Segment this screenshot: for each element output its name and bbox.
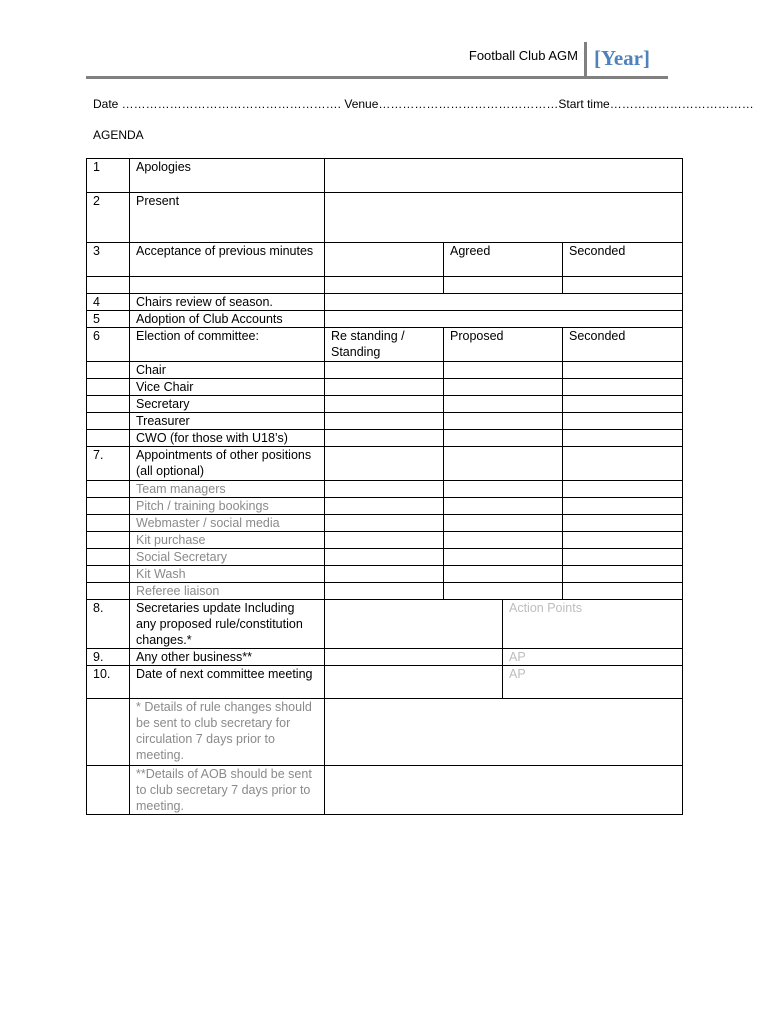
empty-cell [87, 532, 130, 549]
empty-cell [87, 379, 130, 396]
empty-cell [87, 699, 130, 766]
item-title: Secretaries update Including any proposed rule/constitution changes.* [130, 600, 325, 649]
entry-cell[interactable] [563, 498, 683, 515]
notes-cell[interactable] [325, 666, 503, 699]
header-divider [584, 42, 587, 77]
table-row [87, 430, 683, 447]
footnote-aob: **Details of AOB should be sent to club secretary 7 days prior to meeting. [130, 766, 325, 815]
standing-header: Re standing / Standing [325, 328, 444, 362]
table-row [87, 532, 683, 549]
action-points-cell[interactable]: Action Points [503, 600, 683, 649]
entry-cell[interactable] [325, 413, 444, 430]
notes-cell[interactable] [325, 766, 683, 815]
empty-cell [87, 430, 130, 447]
entry-cell[interactable] [325, 583, 444, 600]
table-row [87, 447, 683, 481]
table-row [87, 666, 683, 699]
item-number: 6 [87, 328, 130, 362]
table-row [87, 481, 683, 498]
item-title: Chairs review of season. [130, 294, 325, 311]
entry-cell[interactable] [563, 413, 683, 430]
optional-role: Team managers [130, 481, 325, 498]
notes-cell[interactable] [325, 193, 683, 243]
item-title: Present [130, 193, 325, 243]
table-row [87, 600, 683, 649]
item-number: 4 [87, 294, 130, 311]
action-points-cell[interactable]: AP [503, 666, 683, 699]
empty-cell[interactable] [130, 277, 325, 294]
entry-cell[interactable] [563, 532, 683, 549]
optional-role: Kit purchase [130, 532, 325, 549]
entry-cell[interactable] [444, 498, 563, 515]
entry-cell[interactable] [563, 430, 683, 447]
table-row [87, 311, 683, 328]
table-row [87, 396, 683, 413]
table-row [87, 193, 683, 243]
optional-role: Webmaster / social media [130, 515, 325, 532]
entry-cell[interactable] [563, 583, 683, 600]
entry-cell[interactable] [325, 549, 444, 566]
table-row [87, 379, 683, 396]
empty-cell [87, 481, 130, 498]
entry-cell[interactable] [444, 379, 563, 396]
entry-cell[interactable] [563, 277, 683, 294]
entry-cell[interactable] [563, 549, 683, 566]
item-number: 1 [87, 159, 130, 193]
item-title: Election of committee: [130, 328, 325, 362]
header-year[interactable]: [Year] [594, 46, 650, 70]
committee-role: Secretary [130, 396, 325, 413]
optional-role: Pitch / training bookings [130, 498, 325, 515]
item-title: Acceptance of previous minutes [130, 243, 325, 277]
notes-cell[interactable] [325, 311, 683, 328]
optional-role: Referee liaison [130, 583, 325, 600]
notes-cell[interactable] [325, 294, 683, 311]
empty-cell [87, 549, 130, 566]
table-row [87, 243, 683, 277]
entry-cell[interactable] [444, 583, 563, 600]
entry-cell[interactable] [563, 362, 683, 379]
entry-cell[interactable] [325, 566, 444, 583]
entry-cell[interactable] [325, 396, 444, 413]
empty-cell [87, 413, 130, 430]
table-row [87, 362, 683, 379]
notes-cell[interactable] [325, 649, 503, 666]
seconded-header: Seconded [563, 243, 683, 277]
committee-role: Vice Chair [130, 379, 325, 396]
entry-cell[interactable] [444, 447, 563, 481]
action-points-cell[interactable]: AP [503, 649, 683, 666]
optional-role: Kit Wash [130, 566, 325, 583]
table-row [87, 328, 683, 362]
header-rule [86, 76, 668, 79]
item-number: 10. [87, 666, 130, 699]
entry-cell[interactable] [325, 379, 444, 396]
entry-cell[interactable] [444, 549, 563, 566]
table-row [87, 498, 683, 515]
item-number: 3 [87, 243, 130, 277]
item-title: Any other business** [130, 649, 325, 666]
entry-cell[interactable] [325, 447, 444, 481]
empty-cell [87, 583, 130, 600]
entry-cell[interactable] [444, 413, 563, 430]
entry-cell[interactable] [444, 430, 563, 447]
entry-cell[interactable] [444, 532, 563, 549]
table-row [87, 566, 683, 583]
entry-cell[interactable] [444, 481, 563, 498]
entry-cell[interactable] [563, 566, 683, 583]
entry-cell[interactable] [563, 379, 683, 396]
entry-cell[interactable] [325, 498, 444, 515]
entry-cell[interactable] [444, 515, 563, 532]
entry-cell[interactable] [563, 481, 683, 498]
item-title: Adoption of Club Accounts [130, 311, 325, 328]
table-row [87, 413, 683, 430]
entry-cell[interactable] [563, 515, 683, 532]
table-row [87, 699, 683, 766]
empty-cell [87, 566, 130, 583]
table-row [87, 277, 683, 294]
agreed-header: Agreed [444, 243, 563, 277]
header-title: Football Club AGM [468, 48, 578, 63]
entry-cell[interactable] [444, 277, 563, 294]
entry-cell[interactable] [325, 481, 444, 498]
entry-cell[interactable] [444, 396, 563, 413]
committee-role: CWO (for those with U18’s) [130, 430, 325, 447]
table-row [87, 549, 683, 566]
empty-cell [87, 277, 130, 294]
empty-cell [87, 498, 130, 515]
entry-cell[interactable] [563, 447, 683, 481]
empty-cell [87, 515, 130, 532]
committee-role: Treasurer [130, 413, 325, 430]
table-row [87, 515, 683, 532]
committee-role: Chair [130, 362, 325, 379]
item-number: 7. [87, 447, 130, 481]
table-row [87, 766, 683, 815]
item-number: 2 [87, 193, 130, 243]
table-row [87, 159, 683, 193]
item-title: Appointments of other positions (all optional) [130, 447, 325, 481]
date-venue-line[interactable]: Date ………………………………………………. Venue………………………………………Start time……………………………… [93, 97, 754, 111]
notes-cell[interactable] [325, 600, 503, 649]
document-header [86, 40, 668, 80]
empty-cell [87, 362, 130, 379]
footnote-rule-changes: * Details of rule changes should be sent to club secretary for circulation 7 days prior to meeting. [130, 699, 325, 766]
empty-cell [87, 396, 130, 413]
agenda-label: AGENDA [93, 128, 144, 142]
table-row [87, 649, 683, 666]
item-title: Apologies [130, 159, 325, 193]
seconded-header: Seconded [563, 328, 683, 362]
entry-cell[interactable] [444, 362, 563, 379]
proposed-header: Proposed [444, 328, 563, 362]
entry-cell[interactable] [325, 362, 444, 379]
item-number: 8. [87, 600, 130, 649]
entry-cell[interactable] [325, 430, 444, 447]
table-row [87, 583, 683, 600]
entry-cell[interactable] [325, 515, 444, 532]
notes-cell[interactable] [325, 159, 683, 193]
optional-role: Social Secretary [130, 549, 325, 566]
entry-cell[interactable] [444, 566, 563, 583]
item-number: 5 [87, 311, 130, 328]
entry-cell[interactable] [325, 532, 444, 549]
item-title: Date of next committee meeting [130, 666, 325, 699]
empty-cell [87, 766, 130, 815]
item-number: 9. [87, 649, 130, 666]
entry-cell[interactable] [325, 243, 444, 277]
entry-cell[interactable] [563, 396, 683, 413]
notes-cell[interactable] [325, 699, 683, 766]
entry-cell[interactable] [325, 277, 444, 294]
agenda-table [86, 158, 683, 815]
table-row [87, 294, 683, 311]
